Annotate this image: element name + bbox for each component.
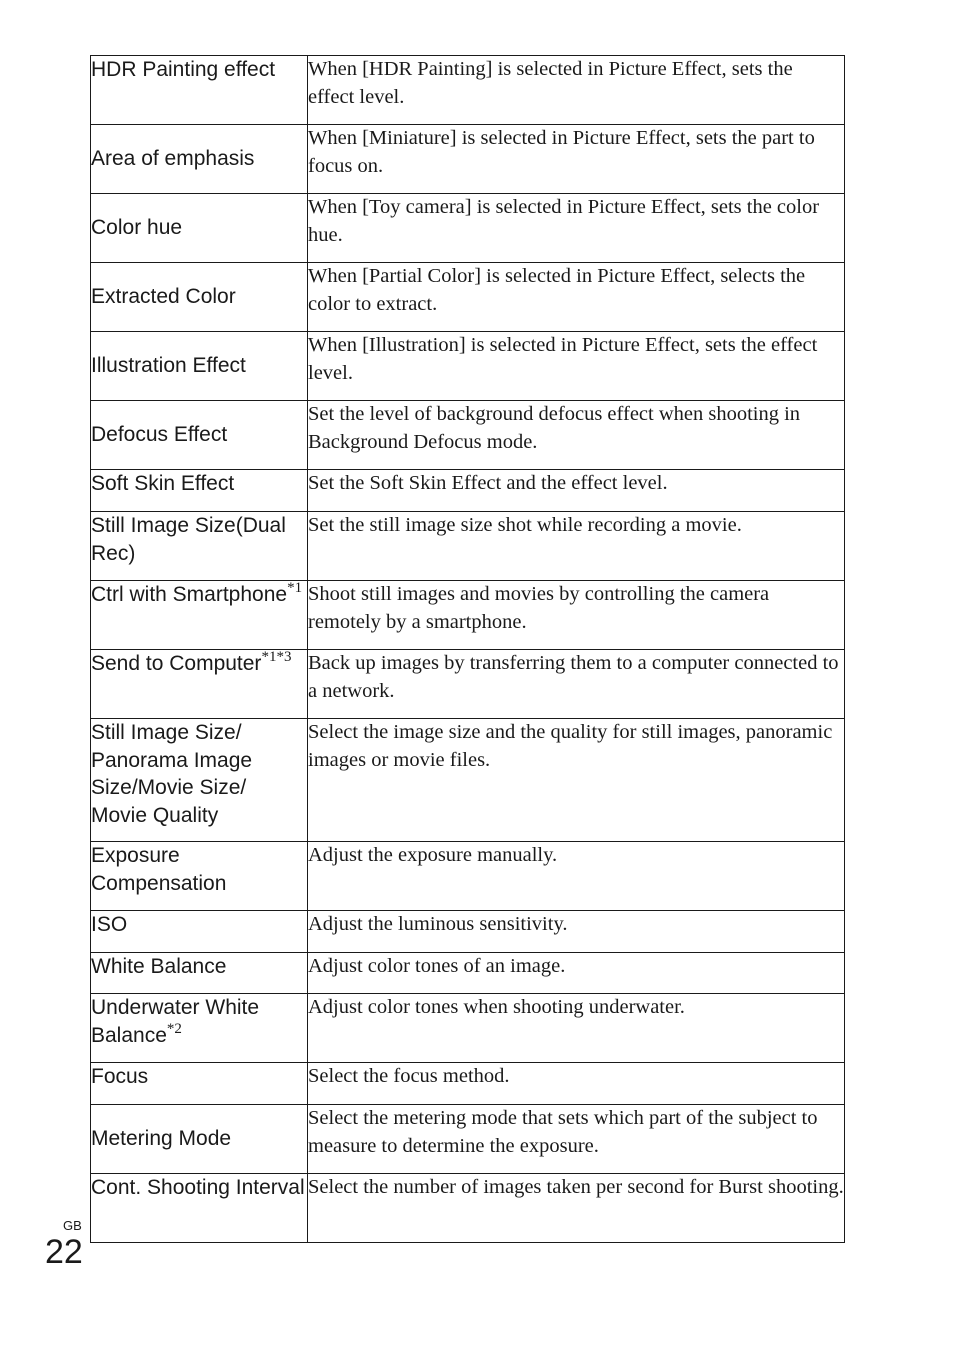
term-cell <box>91 1174 308 1243</box>
table-row <box>91 194 845 263</box>
table-row <box>91 263 845 332</box>
description-cell: When [Illustration] is selected in Picture Effect, sets the effect level. <box>308 332 845 401</box>
term-cell <box>91 401 308 470</box>
footnote-marker: *1 <box>287 580 303 596</box>
term-label: Ctrl with Smartphone <box>91 583 288 606</box>
term-cell <box>91 1105 308 1174</box>
table-row <box>91 401 845 470</box>
term-label: Send to Computer <box>91 652 262 675</box>
description-cell: Set the still image size shot while recording a movie. <box>308 512 845 581</box>
table-row <box>91 56 845 125</box>
term-label: ISO <box>91 913 128 936</box>
term-label: Illustration Effect <box>91 354 246 378</box>
term-label: Area of emphasis <box>91 147 255 171</box>
description-cell: Adjust color tones of an image. <box>308 953 845 994</box>
term-label: Extracted Color <box>91 285 236 309</box>
description-cell: Select the metering mode that sets which part of the subject to measure to determine the exposure. <box>308 1105 845 1174</box>
table-row <box>91 650 845 719</box>
table-row <box>91 1105 845 1174</box>
table-row <box>91 994 845 1063</box>
term-label: Metering Mode <box>91 1127 232 1151</box>
description-cell: Select the image size and the quality for still images, panoramic images or movie files. <box>308 719 845 842</box>
table-row <box>91 953 845 994</box>
description-cell: Set the Soft Skin Effect and the effect level. <box>308 470 845 512</box>
term-cell <box>91 263 308 332</box>
description-cell: When [HDR Painting] is selected in Picture Effect, sets the effect level. <box>308 56 845 125</box>
table-row <box>91 512 845 581</box>
term-label: Still Image Size(Dual Rec) <box>91 514 286 565</box>
table-row <box>91 719 845 842</box>
term-cell <box>91 332 308 401</box>
table-row <box>91 581 845 650</box>
term-cell <box>91 953 308 994</box>
description-cell: Select the focus method. <box>308 1063 845 1105</box>
description-cell: Adjust the luminous sensitivity. <box>308 911 845 953</box>
term-label: Still Image Size/ Panorama Image Size/Movie Size/ Movie Quality <box>91 721 253 827</box>
term-label: HDR Painting effect <box>91 58 276 81</box>
description-cell: Adjust color tones when shooting underwater. <box>308 994 845 1063</box>
description-cell: When [Partial Color] is selected in Picture Effect, selects the color to extract. <box>308 263 845 332</box>
table-row <box>91 842 845 911</box>
description-cell: Set the level of background defocus effect when shooting in Background Defocus mode. <box>308 401 845 470</box>
function-table <box>90 55 845 1243</box>
table-row <box>91 470 845 512</box>
term-cell <box>91 911 308 953</box>
term-cell <box>91 56 308 125</box>
description-cell: Adjust the exposure manually. <box>308 842 845 911</box>
page-region-label: GB <box>63 1218 82 1233</box>
footnote-marker: *2 <box>166 1020 182 1037</box>
description-cell: Select the number of images taken per second for Burst shooting. <box>308 1174 845 1243</box>
description-cell: Back up images by transferring them to a computer connected to a network. <box>308 650 845 719</box>
term-label: Cont. Shooting Interval <box>91 1176 305 1199</box>
description-cell: When [Miniature] is selected in Picture Effect, sets the part to focus on. <box>308 125 845 194</box>
term-label: Color hue <box>91 216 183 240</box>
term-label: White Balance <box>91 955 227 978</box>
page-number: 22 <box>45 1233 83 1271</box>
table-row <box>91 1174 845 1243</box>
footnote-marker: *1*3 <box>261 649 292 665</box>
term-cell <box>91 994 308 1063</box>
term-cell <box>91 650 308 719</box>
term-cell <box>91 719 308 842</box>
term-label: Soft Skin Effect <box>91 472 235 495</box>
description-cell: When [Toy camera] is selected in Picture Effect, sets the color hue. <box>308 194 845 263</box>
term-label: Underwater White Balance <box>91 996 260 1047</box>
term-cell <box>91 125 308 194</box>
term-cell <box>91 581 308 650</box>
table-row <box>91 125 845 194</box>
term-label: Exposure Compensation <box>91 844 227 895</box>
term-cell <box>91 512 308 581</box>
table-row <box>91 911 845 953</box>
table-row <box>91 332 845 401</box>
term-cell <box>91 1063 308 1105</box>
table-row <box>91 1063 845 1105</box>
term-label: Focus <box>91 1065 149 1088</box>
term-cell <box>91 470 308 512</box>
term-label: Defocus Effect <box>91 423 228 447</box>
description-cell: Shoot still images and movies by controlling the camera remotely by a smartphone. <box>308 581 845 650</box>
term-cell <box>91 842 308 911</box>
term-cell <box>91 194 308 263</box>
